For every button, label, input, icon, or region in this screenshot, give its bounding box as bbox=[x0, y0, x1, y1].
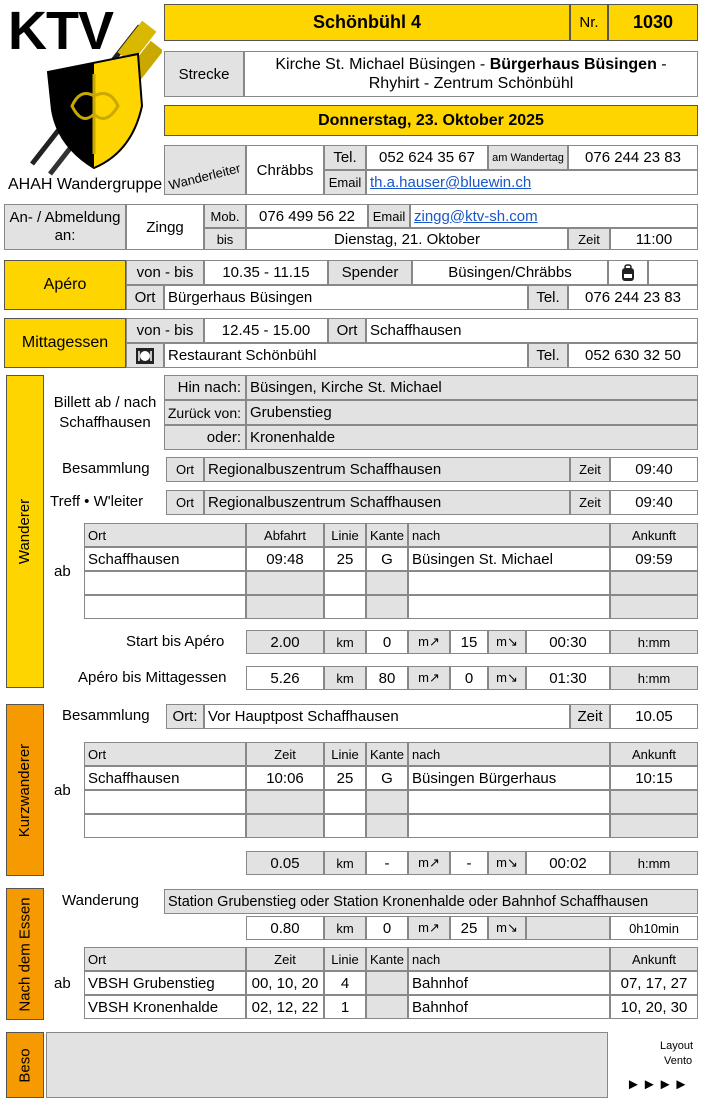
wt-r2-kante bbox=[366, 595, 408, 619]
after-stats-km-unit: km bbox=[324, 916, 366, 940]
wt-r2-linie bbox=[324, 595, 366, 619]
kurz-ort-label: Ort: bbox=[166, 704, 204, 729]
leader-mobile: 076 244 23 83 bbox=[568, 145, 698, 170]
next-arrows-icon[interactable]: ►►►► bbox=[626, 1076, 690, 1093]
kt-header-ankunft: Ankunft bbox=[610, 742, 698, 766]
kt-r0-zeit: 10:06 bbox=[246, 766, 324, 790]
wanderer-section-label bbox=[6, 375, 44, 688]
registration-mob-label: Mob. bbox=[204, 204, 246, 228]
kt-r0-kante: G bbox=[366, 766, 408, 790]
kt-r1-kante bbox=[366, 790, 408, 814]
apero-ort-label: Ort bbox=[126, 285, 164, 310]
apero-von-bis-label: von - bis bbox=[126, 260, 204, 285]
route-highlight: Bürgerhaus Büsingen bbox=[489, 56, 657, 73]
stats2-time: 01:30 bbox=[526, 666, 610, 690]
besammlung-ort: Regionalbuszentrum Schaffhausen bbox=[204, 457, 570, 482]
kurz-stats-time-unit: h:mm bbox=[610, 851, 698, 875]
stats2-km: 5.26 bbox=[246, 666, 324, 690]
at-r0-linie: 4 bbox=[324, 971, 366, 995]
after-ab-label: ab bbox=[54, 975, 71, 992]
after-stats-down-unit: m↘ bbox=[488, 916, 526, 940]
layout-label: Layout bbox=[660, 1040, 694, 1052]
wanderer-ab-label: ab bbox=[54, 563, 71, 580]
wt-r0-kante: G bbox=[366, 547, 408, 571]
beso-label bbox=[6, 1032, 44, 1098]
lunch-tel: 052 630 32 50 bbox=[568, 343, 698, 368]
route-part-a: Kirche St. Michael Büsingen - bbox=[275, 56, 490, 73]
apero-spender: Büsingen/Chräbbs bbox=[412, 260, 608, 285]
beso-notes bbox=[46, 1032, 608, 1098]
wt-r0-ort: Schaffhausen bbox=[84, 547, 246, 571]
at-header-ort: Ort bbox=[84, 947, 246, 971]
lunch-label: Mittagessen bbox=[4, 318, 126, 368]
wt-header-linie: Linie bbox=[324, 523, 366, 547]
registration-zeit-label: Zeit bbox=[568, 228, 610, 250]
after-stats-time: 0h10min bbox=[610, 916, 698, 940]
treff-text: Treff bbox=[50, 493, 81, 510]
backpack-icon bbox=[608, 260, 648, 285]
tour-date: Donnerstag, 23. Oktober 2025 bbox=[164, 105, 698, 136]
wt-header-ort: Ort bbox=[84, 523, 246, 547]
at-r0-kante bbox=[366, 971, 408, 995]
kurz-stats-down: - bbox=[450, 851, 488, 875]
wt-r2-ankunft bbox=[610, 595, 698, 619]
stats1-up: 0 bbox=[366, 630, 408, 654]
kt-header-linie: Linie bbox=[324, 742, 366, 766]
lunch-restaurant: Restaurant Schönbühl bbox=[164, 343, 528, 368]
kurz-section-label bbox=[6, 704, 44, 876]
stats1-km-unit: km bbox=[324, 630, 366, 654]
leader-name: Chräbbs bbox=[246, 145, 324, 195]
wt-r2-nach bbox=[408, 595, 610, 619]
at-r1-kante bbox=[366, 995, 408, 1019]
stats1-time: 00:30 bbox=[526, 630, 610, 654]
after-stats-km: 0.80 bbox=[246, 916, 324, 940]
apero-tel: 076 244 23 83 bbox=[568, 285, 698, 310]
kt-r0-linie: 25 bbox=[324, 766, 366, 790]
route bbox=[244, 51, 698, 97]
kt-r2-zeit bbox=[246, 814, 324, 838]
kt-header-nach: nach bbox=[408, 742, 610, 766]
kt-header-ort: Ort bbox=[84, 742, 246, 766]
kurz-besammlung-label: Besammlung bbox=[62, 707, 150, 724]
club-crest-icon bbox=[10, 14, 162, 184]
hin-label: Hin nach: bbox=[164, 375, 246, 400]
after-stats-up-unit: m↗ bbox=[408, 916, 450, 940]
lunch-tel-label: Tel. bbox=[528, 343, 568, 368]
kurz-stats-down-unit: m↘ bbox=[488, 851, 526, 875]
kt-header-zeit: Zeit bbox=[246, 742, 324, 766]
leader-tel-label: Tel. bbox=[324, 145, 366, 170]
kurz-ort: Vor Hauptpost Schaffhausen bbox=[204, 704, 570, 729]
at-r1-linie: 1 bbox=[324, 995, 366, 1019]
kt-r0-nach: Büsingen Bürgerhaus bbox=[408, 766, 610, 790]
kt-r2-ankunft bbox=[610, 814, 698, 838]
kt-r2-nach bbox=[408, 814, 610, 838]
lunch-ort-label: Ort bbox=[328, 318, 366, 343]
zurueck-value: Grubenstieg bbox=[246, 400, 698, 425]
wt-r1-nach bbox=[408, 571, 610, 595]
kt-r2-kante bbox=[366, 814, 408, 838]
apero-label: Apéro bbox=[4, 260, 126, 310]
apero-ort: Bürgerhaus Büsingen bbox=[164, 285, 528, 310]
at-r1-nach: Bahnhof bbox=[408, 995, 610, 1019]
leader-label: Wanderleiter bbox=[167, 159, 243, 193]
kurz-stats-time: 00:02 bbox=[526, 851, 610, 875]
apero-empty bbox=[648, 260, 698, 285]
stats1-label: Start bis Apéro bbox=[126, 633, 225, 650]
lunch-von-bis-label: von - bis bbox=[126, 318, 204, 343]
at-r1-ankunft: 10, 20, 30 bbox=[610, 995, 698, 1019]
treff-ort: Regionalbuszentrum Schaffhausen bbox=[204, 490, 570, 515]
wanderer-section-text: Wanderer bbox=[16, 498, 34, 565]
treff-zeit-label: Zeit bbox=[570, 490, 610, 515]
hin-value: Büsingen, Kirche St. Michael bbox=[246, 375, 698, 400]
wt-header-ankunft: Ankunft bbox=[610, 523, 698, 547]
wt-r0-linie: 25 bbox=[324, 547, 366, 571]
kurz-zeit-label: Zeit bbox=[570, 704, 610, 729]
besammlung-label: Besammlung bbox=[62, 460, 150, 477]
registration-email-link[interactable]: zingg@ktv-sh.com bbox=[414, 207, 538, 225]
kurz-stats-up-unit: m↗ bbox=[408, 851, 450, 875]
wt-r0-ankunft: 09:59 bbox=[610, 547, 698, 571]
stats2-km-unit: km bbox=[324, 666, 366, 690]
stats1-up-unit: m↗ bbox=[408, 630, 450, 654]
after-section-text: Nach dem Essen bbox=[16, 896, 34, 1012]
wt-r0-nach: Büsingen St. Michael bbox=[408, 547, 610, 571]
stats1-down: 15 bbox=[450, 630, 488, 654]
besammlung-ort-label: Ort bbox=[166, 457, 204, 482]
at-r0-zeit: 00, 10, 20 bbox=[246, 971, 324, 995]
wt-r1-abfahrt bbox=[246, 571, 324, 595]
leader-email-cell bbox=[366, 170, 698, 195]
registration-zeit: 11:00 bbox=[610, 228, 698, 250]
wt-header-kante: Kante bbox=[366, 523, 408, 547]
leader-am-label: am Wandertag bbox=[488, 145, 568, 170]
group-name: AHAH Wandergruppe bbox=[8, 176, 163, 193]
wt-r2-abfahrt bbox=[246, 595, 324, 619]
registration-mob: 076 499 56 22 bbox=[246, 204, 368, 228]
kt-r1-ankunft bbox=[610, 790, 698, 814]
stats1-km: 2.00 bbox=[246, 630, 324, 654]
wanderung-label: Wanderung bbox=[62, 892, 139, 909]
stats1-down-unit: m↘ bbox=[488, 630, 526, 654]
apero-spender-label: Spender bbox=[328, 260, 412, 285]
at-r1-zeit: 02, 12, 22 bbox=[246, 995, 324, 1019]
registration-email-cell bbox=[410, 204, 698, 228]
after-stats-up: 0 bbox=[366, 916, 408, 940]
lunch-ort: Schaffhausen bbox=[366, 318, 698, 343]
billett-label: Billett ab / nach Schaffhausen bbox=[53, 394, 157, 431]
beso-text: Beso bbox=[16, 1047, 34, 1083]
at-header-ankunft: Ankunft bbox=[610, 947, 698, 971]
wt-r2-ort bbox=[84, 595, 246, 619]
wt-r1-ort bbox=[84, 571, 246, 595]
stats2-up-unit: m↗ bbox=[408, 666, 450, 690]
wanderung-value: Station Grubenstieg oder Station Kronenhalde oder Bahnhof Schaffhausen bbox=[164, 889, 698, 914]
leader-label-box bbox=[164, 145, 246, 195]
kt-r0-ort: Schaffhausen bbox=[84, 766, 246, 790]
registration-email-label: Email bbox=[368, 204, 410, 228]
tour-number: 1030 bbox=[608, 4, 698, 41]
stats1-time-unit: h:mm bbox=[610, 630, 698, 654]
kt-r1-zeit bbox=[246, 790, 324, 814]
wt-r1-kante bbox=[366, 571, 408, 595]
restaurant-icon bbox=[126, 343, 164, 368]
route-part-c: - bbox=[656, 56, 667, 73]
stats2-down: 0 bbox=[450, 666, 488, 690]
page-title: Schönbühl 4 bbox=[164, 4, 570, 41]
at-r0-ankunft: 07, 17, 27 bbox=[610, 971, 698, 995]
registration-label: An- / Abmeldung an: bbox=[4, 204, 126, 250]
after-section-label bbox=[6, 888, 44, 1020]
wt-r0-abfahrt: 09:48 bbox=[246, 547, 324, 571]
kurz-stats-km: 0.05 bbox=[246, 851, 324, 875]
wt-r1-ankunft bbox=[610, 571, 698, 595]
leader-email-link[interactable]: th.a.hauser@bluewin.ch bbox=[370, 174, 532, 191]
at-r0-nach: Bahnhof bbox=[408, 971, 610, 995]
kt-r0-ankunft: 10:15 bbox=[610, 766, 698, 790]
at-header-linie: Linie bbox=[324, 947, 366, 971]
treff-zeit: 09:40 bbox=[610, 490, 698, 515]
after-stats-empty bbox=[526, 916, 610, 940]
leader-email-label: Email bbox=[324, 170, 366, 195]
stats2-label: Apéro bis Mittagessen bbox=[78, 669, 227, 686]
kt-r1-linie bbox=[324, 790, 366, 814]
registration-deadline: Dienstag, 21. Oktober bbox=[246, 228, 568, 250]
stats2-up: 80 bbox=[366, 666, 408, 690]
oder-value: Kronenhalde bbox=[246, 425, 698, 450]
lunch-time: 12.45 - 15.00 bbox=[204, 318, 328, 343]
route-line2: Rhyhirt - Zentrum Schönbühl bbox=[368, 75, 574, 92]
stats2-time-unit: h:mm bbox=[610, 666, 698, 690]
at-header-nach: nach bbox=[408, 947, 610, 971]
nr-label: Nr. bbox=[570, 4, 608, 41]
besammlung-zeit: 09:40 bbox=[610, 457, 698, 482]
stats2-down-unit: m↘ bbox=[488, 666, 526, 690]
apero-tel-label: Tel. bbox=[528, 285, 568, 310]
registration-bis-label: bis bbox=[204, 228, 246, 250]
zurueck-label: Zurück von: bbox=[164, 400, 246, 425]
after-stats-down: 25 bbox=[450, 916, 488, 940]
wt-r1-linie bbox=[324, 571, 366, 595]
wt-header-abfahrt: Abfahrt bbox=[246, 523, 324, 547]
apero-time: 10.35 - 11.15 bbox=[204, 260, 328, 285]
oder-label: oder: bbox=[164, 425, 246, 450]
registration-name: Zingg bbox=[126, 204, 204, 250]
kt-header-kante: Kante bbox=[366, 742, 408, 766]
kurz-section-text: Kurzwanderer bbox=[16, 743, 34, 837]
besammlung-zeit-label: Zeit bbox=[570, 457, 610, 482]
treff-ort-label: Ort bbox=[166, 490, 204, 515]
layout-author: Vento bbox=[664, 1055, 693, 1067]
wleiter-text: W'leiter bbox=[93, 493, 144, 510]
kurz-zeit: 10.05 bbox=[610, 704, 698, 729]
club-logo-text: KTV bbox=[8, 1, 113, 61]
kurz-ab-label: ab bbox=[54, 782, 71, 799]
at-header-zeit: Zeit bbox=[246, 947, 324, 971]
at-r0-ort: VBSH Grubenstieg bbox=[84, 971, 246, 995]
leader-tel: 052 624 35 67 bbox=[366, 145, 488, 170]
kurz-stats-up: - bbox=[366, 851, 408, 875]
kt-r2-linie bbox=[324, 814, 366, 838]
kt-r2-ort bbox=[84, 814, 246, 838]
strecke-label: Strecke bbox=[164, 51, 244, 97]
wt-header-nach: nach bbox=[408, 523, 610, 547]
kurz-stats-km-unit: km bbox=[324, 851, 366, 875]
at-r1-ort: VBSH Kronenhalde bbox=[84, 995, 246, 1019]
kt-r1-ort bbox=[84, 790, 246, 814]
at-header-kante: Kante bbox=[366, 947, 408, 971]
treff-label: Treff • W'leiter bbox=[50, 493, 144, 510]
kt-r1-nach bbox=[408, 790, 610, 814]
